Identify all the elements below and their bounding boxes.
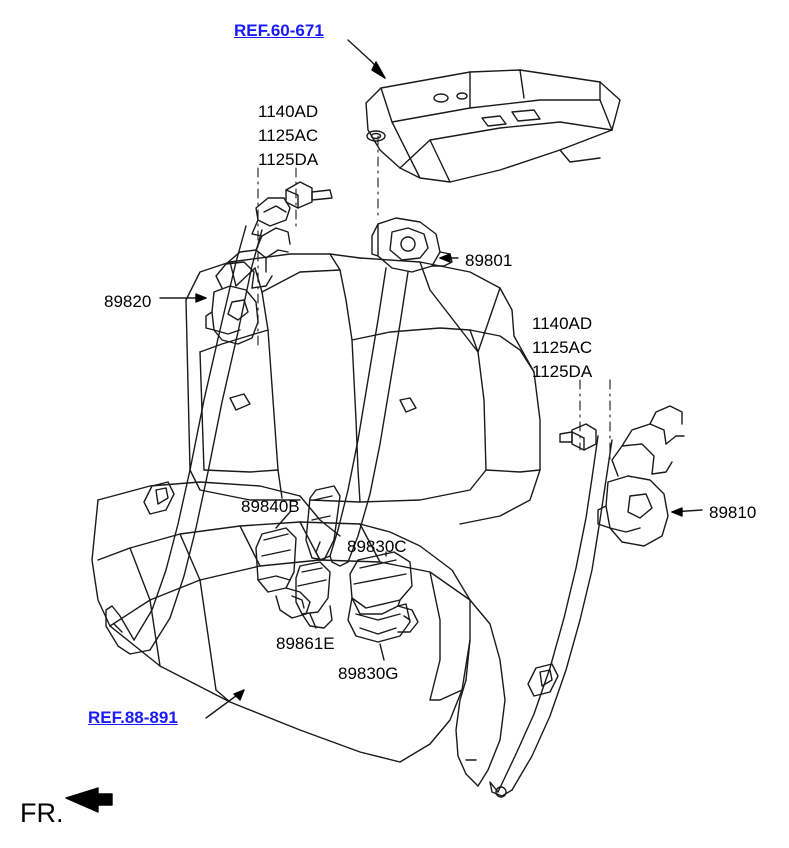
rear-seat-back xyxy=(186,254,540,524)
fastener-left-line-1: 1140AD xyxy=(258,102,319,121)
bolt-left xyxy=(286,182,332,208)
fastener-right-line-3: 1125DA xyxy=(532,362,593,381)
leader-89830G xyxy=(380,644,384,660)
bracket-89861E xyxy=(296,562,332,628)
leader-89810 xyxy=(672,508,702,516)
belt-webbing-right xyxy=(490,436,612,797)
reference-label-60-671[interactable]: REF.60-671 xyxy=(234,21,324,40)
seat-side-bolster-right xyxy=(456,600,505,786)
bolt-right xyxy=(560,424,596,450)
buckle-89840B xyxy=(256,528,310,618)
belt-guide-right xyxy=(528,664,558,696)
belt-webbing-center xyxy=(316,268,408,566)
front-direction-label: FR. xyxy=(20,798,64,828)
fastener-right-line-1: 1140AD xyxy=(532,314,593,333)
retractor-right-89810 xyxy=(598,406,684,546)
leader-89820 xyxy=(160,294,206,302)
part-label-fastener-left xyxy=(258,100,318,172)
fastener-left-line-2: 1125AC xyxy=(258,126,319,145)
leader-89801 xyxy=(440,254,458,262)
fastener-left-line-3: 1125DA xyxy=(258,150,319,169)
reference-label-88-891[interactable]: REF.88-891 xyxy=(88,708,178,727)
part-label-89820: 89820 xyxy=(104,292,152,311)
part-label-89801: 89801 xyxy=(465,251,513,270)
leader-ref-88-891 xyxy=(206,690,244,718)
part-label-89861E: 89861E xyxy=(276,634,335,653)
part-label-89830C: 89830C xyxy=(347,537,407,556)
part-label-fastener-right xyxy=(532,312,592,384)
fastener-right-line-2: 1125AC xyxy=(532,338,593,357)
fr-arrow xyxy=(66,788,112,812)
part-label-89830G: 89830G xyxy=(338,664,399,683)
ref-60-671-leader xyxy=(348,40,385,78)
rear-parcel-shelf xyxy=(366,70,620,182)
part-label-89810: 89810 xyxy=(709,503,757,522)
part-label-89840B: 89840B xyxy=(241,497,300,516)
upper-anchor-89801 xyxy=(372,218,452,272)
